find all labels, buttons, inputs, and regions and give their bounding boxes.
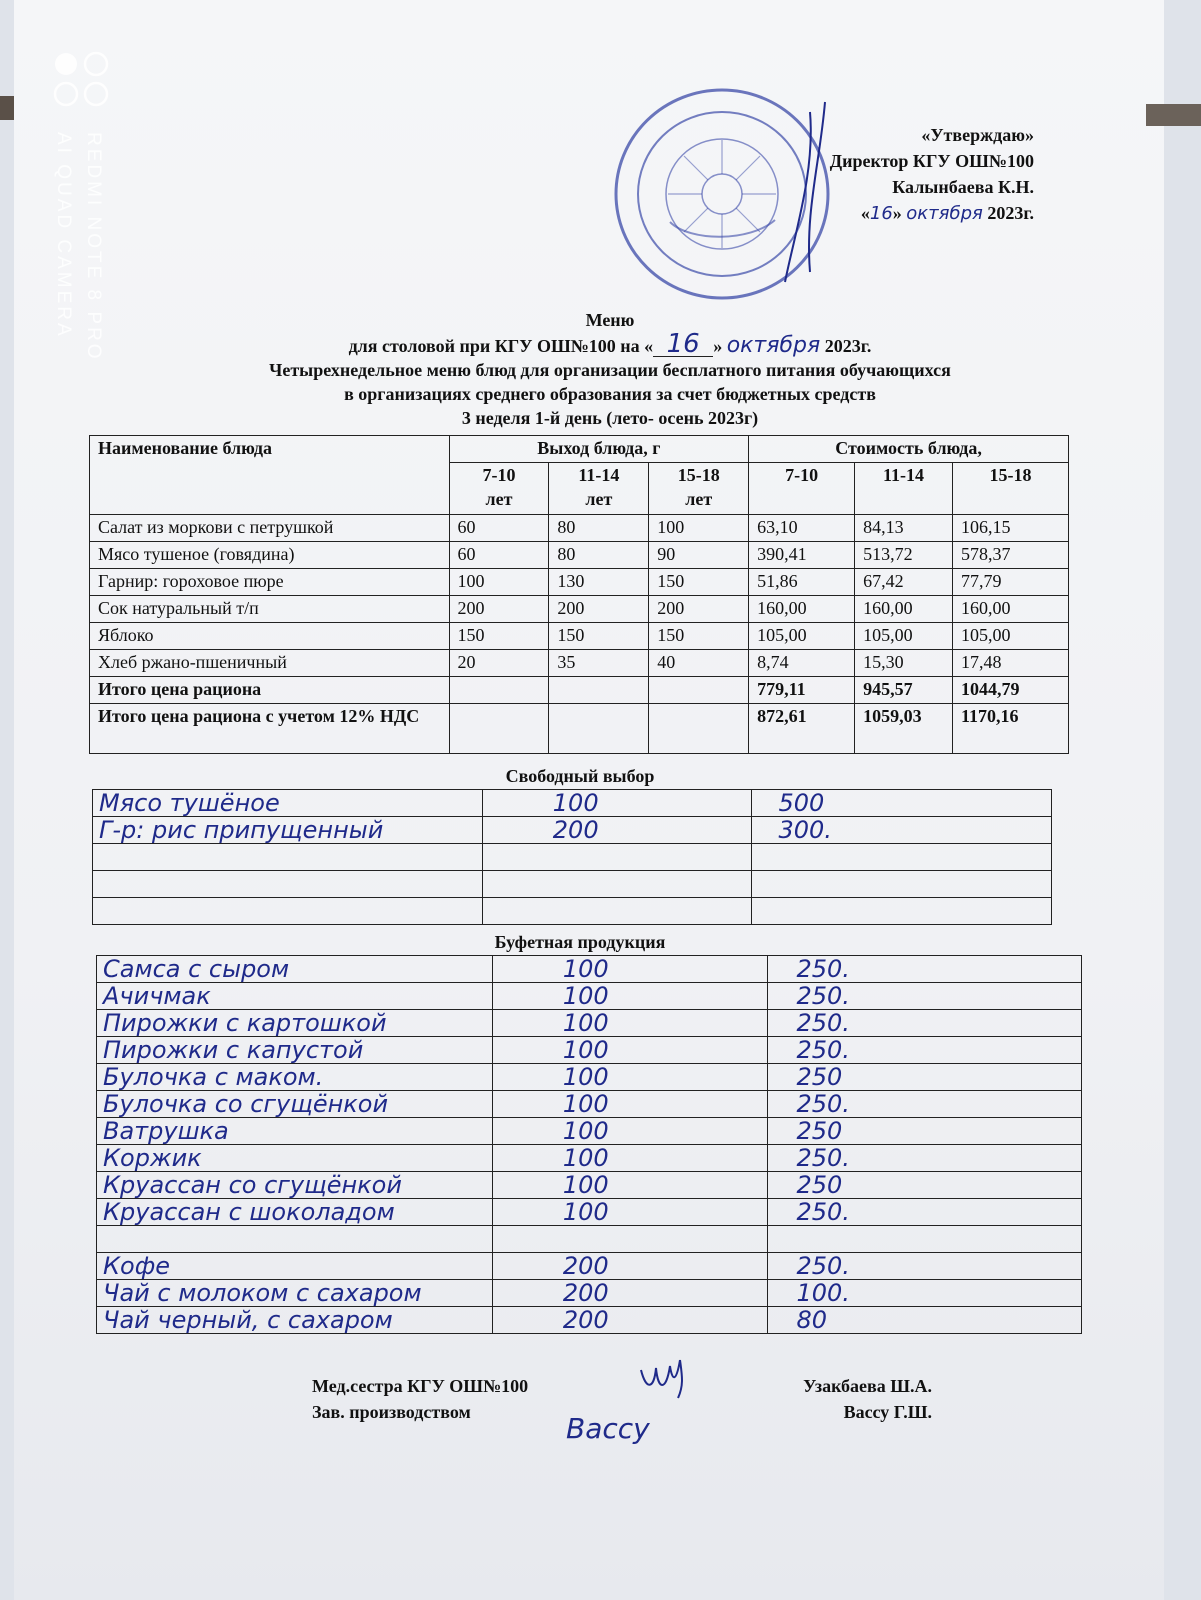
output-11-14: 35 [549,650,649,677]
approval-day: 16 [869,203,893,224]
approval-position: Директор КГУ ОШ№100 [829,151,1034,171]
camera-logo-icon [50,50,110,110]
table-row [90,542,1069,569]
output-7-10: 20 [449,650,549,677]
item-name: Г-р: рис припущенный [93,817,483,844]
item-weight: 100 [492,1010,768,1037]
table-row [90,569,1069,596]
output-15-18: 90 [649,542,749,569]
menu-description-2: в организациях среднего образования за счет бюджетных средств [344,384,876,404]
table-row [97,1172,1082,1199]
item-price [768,1226,1082,1253]
item-price: 100. [768,1280,1082,1307]
output-7-10: 60 [449,542,549,569]
dish-name: Мясо тушеное (говядина) [90,542,450,569]
cost-11-14: 160,00 [855,596,953,623]
item-price: 250. [768,1145,1082,1172]
output-15-18: 150 [649,623,749,650]
item-weight: 100 [492,1037,768,1064]
cost-7-10: 160,00 [749,596,855,623]
table-row [93,790,1052,817]
subtitle-day: 16 [653,332,713,357]
page-title: Меню [585,310,635,330]
table-row [97,1091,1082,1118]
chef-name: Вассу Г.Ш. [843,1402,932,1422]
item-name [93,871,483,898]
column-header-name: Наименование блюда [90,436,450,515]
buffet-title: Буфетная продукция [494,932,666,952]
item-weight: 200 [482,817,752,844]
total-label: Итого цена рациона [90,677,450,704]
item-weight [482,844,752,871]
item-weight [482,898,752,925]
table-row [93,844,1052,871]
table-row [90,596,1069,623]
item-weight: 100 [492,1199,768,1226]
table-row [97,1307,1082,1334]
cost-7-10: 63,10 [749,515,855,542]
item-name: Пирожки с капустой [97,1037,493,1064]
item-weight: 100 [492,1172,768,1199]
cost-15-18: 17,48 [953,650,1069,677]
table-row [97,956,1082,983]
cost-15-18: 105,00 [953,623,1069,650]
item-name: Круассан со сгущёнкой [97,1172,493,1199]
output-15-18: 200 [649,596,749,623]
table-row [97,1280,1082,1307]
table-row [93,898,1052,925]
subheader-output-7-10: 7-10 лет [449,463,549,515]
item-price: 250 [768,1064,1082,1091]
approval-month: октября [906,203,983,224]
cost-15-18: 160,00 [953,596,1069,623]
item-price: 250. [768,1037,1082,1064]
output-15-18: 40 [649,650,749,677]
table-row [97,1010,1082,1037]
approval-date: «16» октября 2023г. [860,203,1034,224]
chef-signature: Вассу [566,1412,650,1445]
vat-cost-11-14: 1059,03 [855,704,953,754]
output-11-14: 130 [549,569,649,596]
subheader-cost-7-10: 7-10 [749,463,855,515]
watermark-model: REDMI NOTE 8 PRO [83,132,104,362]
cost-15-18: 77,79 [953,569,1069,596]
cost-11-14: 67,42 [855,569,953,596]
item-price: 250. [768,1253,1082,1280]
item-price [752,871,1052,898]
item-name [93,898,483,925]
item-price: 250. [768,983,1082,1010]
output-11-14: 80 [549,542,649,569]
binder-clip-right [1146,104,1201,126]
vat-total-row [90,704,1069,754]
menu-table [89,435,1069,754]
table-row [97,983,1082,1010]
cost-7-10: 8,74 [749,650,855,677]
item-price: 250. [768,1010,1082,1037]
item-name: Чай с молоком с сахаром [97,1280,493,1307]
column-header-cost: Стоимость блюда, [749,436,1069,463]
item-price [752,844,1052,871]
output-7-10: 150 [449,623,549,650]
dish-name: Яблоко [90,623,450,650]
table-row [97,1037,1082,1064]
item-name: Булочка с маком. [97,1064,493,1091]
item-weight [482,871,752,898]
cost-15-18: 106,15 [953,515,1069,542]
item-name: Чай черный, с сахаром [97,1307,493,1334]
item-name: Мясо тушёное [93,790,483,817]
table-row [97,1118,1082,1145]
cost-15-18: 578,37 [953,542,1069,569]
dish-name: Гарнир: гороховое пюре [90,569,450,596]
item-name: Ачичмак [97,983,493,1010]
item-price: 250 [768,1172,1082,1199]
item-name: Булочка со сгущёнкой [97,1091,493,1118]
buffet-table [96,955,1082,1334]
item-price: 250. [768,956,1082,983]
item-name: Круассан с шоколадом [97,1199,493,1226]
subtitle-prefix: для столовой при КГУ ОШ№100 на « [348,336,654,356]
cost-11-14: 513,72 [855,542,953,569]
table-row [90,650,1069,677]
output-7-10: 200 [449,596,549,623]
table-row [90,623,1069,650]
approval-director-name: Калынбаева К.Н. [892,177,1034,197]
item-name: Самса с сыром [97,956,493,983]
item-name: Кофе [97,1253,493,1280]
dish-name: Сок натуральный т/п [90,596,450,623]
nurse-name: Узакбаева Ш.А. [803,1376,932,1396]
output-11-14: 150 [549,623,649,650]
item-price: 250. [768,1199,1082,1226]
binder-clip-left [0,96,14,120]
dish-name: Салат из моркови с петрушкой [90,515,450,542]
item-name [97,1226,493,1253]
subheader-output-15-18: 15-18 лет [649,463,749,515]
watermark-camera: AI QUAD CAMERA [53,132,74,339]
free-choice-title: Свободный выбор [505,766,655,786]
subtitle-month: октября [726,333,821,358]
subheader-cost-15-18: 15-18 [953,463,1069,515]
vat-cost-7-10: 872,61 [749,704,855,754]
item-weight: 200 [492,1280,768,1307]
table-row [97,1226,1082,1253]
cost-11-14: 105,00 [855,623,953,650]
item-price: 250 [768,1118,1082,1145]
item-weight: 200 [492,1253,768,1280]
item-price: 250. [768,1091,1082,1118]
output-7-10: 100 [449,569,549,596]
approval-year: 2023г. [987,203,1034,223]
menu-description-1: Четырехнедельное меню блюд для организации бесплатного питания обучающихся [269,360,951,380]
item-weight: 100 [492,956,768,983]
vat-total-label: Итого цена рациона с учетом 12% НДС [90,704,450,754]
total-cost-15-18: 1044,79 [953,677,1069,704]
item-weight: 200 [492,1307,768,1334]
total-cost-7-10: 779,11 [749,677,855,704]
total-cost-11-14: 945,57 [855,677,953,704]
item-name: Коржик [97,1145,493,1172]
table-row [97,1064,1082,1091]
table-row [90,515,1069,542]
free-choice-table [92,789,1052,925]
cost-7-10: 390,41 [749,542,855,569]
cost-7-10: 51,86 [749,569,855,596]
output-11-14: 200 [549,596,649,623]
column-header-output: Выход блюда, г [449,436,749,463]
item-price: 80 [768,1307,1082,1334]
nurse-signature-row [312,1373,932,1399]
item-name [93,844,483,871]
official-seal-stamp-icon [610,82,846,306]
item-price [752,898,1052,925]
item-price: 300. [752,817,1052,844]
output-11-14: 80 [549,515,649,542]
item-name: Пирожки с картошкой [97,1010,493,1037]
cost-7-10: 105,00 [749,623,855,650]
output-15-18: 150 [649,569,749,596]
table-row [93,871,1052,898]
nurse-signature-icon [636,1340,696,1400]
subheader-output-11-14: 11-14 лет [549,463,649,515]
subtitle-year: 2023г. [824,336,872,356]
table-row [97,1145,1082,1172]
menu-subtitle: для столовой при КГУ ОШ№100 на « 16 » октября 2023г. [348,329,872,359]
approval-block [830,122,1034,227]
menu-week-day: 3 неделя 1-й день (лето- осень 2023г) [461,408,759,428]
table-row [93,817,1052,844]
output-7-10: 60 [449,515,549,542]
item-weight: 100 [492,983,768,1010]
nurse-role: Мед.сестра КГУ ОШ№100 [312,1376,529,1396]
dish-name: Хлеб ржано-пшеничный [90,650,450,677]
table-row [97,1199,1082,1226]
menu-header [90,308,1130,430]
cost-11-14: 84,13 [855,515,953,542]
approval-heading: «Утверждаю» [921,125,1034,145]
total-row [90,677,1069,704]
item-weight: 100 [492,1064,768,1091]
item-weight [492,1226,768,1253]
item-price: 500 [752,790,1052,817]
output-15-18: 100 [649,515,749,542]
vat-cost-15-18: 1170,16 [953,704,1069,754]
chef-role: Зав. производством [312,1402,471,1422]
cost-11-14: 15,30 [855,650,953,677]
item-weight: 100 [492,1145,768,1172]
item-name: Ватрушка [97,1118,493,1145]
item-weight: 100 [492,1118,768,1145]
subheader-cost-11-14: 11-14 [855,463,953,515]
item-weight: 100 [482,790,752,817]
table-row [97,1253,1082,1280]
item-weight: 100 [492,1091,768,1118]
